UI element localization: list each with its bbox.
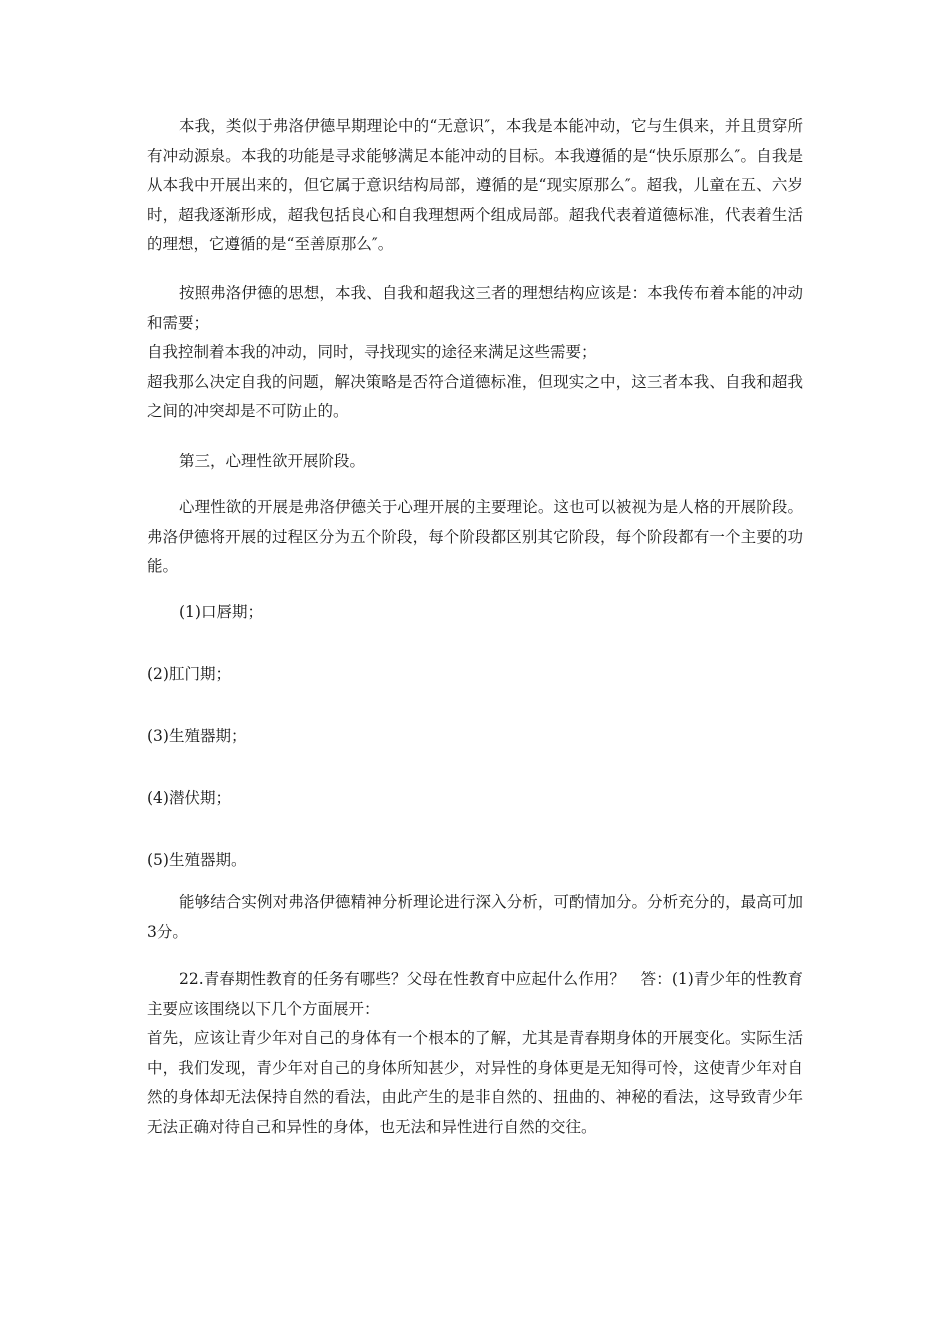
stage-item-5: (5)生殖器期。 [147,851,247,869]
ideal-structure-line-superego: 超我那么决定自我的问题，解决策略是否符合道德标准，但现实之中，这三者本我、自我和超我之间的冲突却是不可防止的。 [147,372,803,420]
stage-item-2: (2)肛门期； [147,665,231,683]
paragraph-ideal-structure [147,279,803,427]
paragraph-id-ego-superego: 本我，类似于弗洛伊德早期理论中的“无意识″，本我是本能冲动，它与生俱来，并且贯穿所有冲动源泉。本我的功能是寻求能够满足本能冲动的目标。本我遵循的是“快乐原那么″。自我是从本我中开展出来的，但它属于意识结构局部，遵循的是“现实原那么″。超我，儿童在五、六岁时，超我逐渐形成，超我包括良心和自我理想两个组成局部。超我代表着道德标准，代表着生活的理想，它遵循的是“至善原那么″。 [147,117,803,253]
ideal-structure-line-id: 按照弗洛伊德的思想，本我、自我和超我这三者的理想结构应该是：本我传布着本能的冲动和需要； [147,284,803,332]
section-heading-psychosexual: 第三，心理性欲开展阶段。 [179,452,366,470]
stage-item-4: (4)潜伏期； [147,789,231,807]
ideal-structure-line-ego: 自我控制着本我的冲动，同时，寻找现实的途径来满足这些需要； [147,343,597,361]
stage-item-1: (1)口唇期； [179,603,263,621]
question-22-text: 22.青春期性教育的任务有哪些？父母在性教育中应起什么作用？ 答：(1)青少年的性教育主要应该围绕以下几个方面展开： [147,970,803,1018]
paragraph-question-22 [147,965,803,1142]
stage-item-3: (3)生殖器期； [147,727,247,745]
paragraph-scoring-note: 能够结合实例对弗洛伊德精神分析理论进行深入分析，可酌情加分。分析充分的，最高可加3分。 [147,893,803,941]
answer-first-point: 首先，应该让青少年对自己的身体有一个根本的了解，尤其是青春期身体的开展变化。实际生活中，我们发现，青少年对自己的身体所知甚少，对异性的身体更是无知得可怜，这使青少年对自然的身体却无法保持自然的看法，由此产生的是非自然的、扭曲的、神秘的看法，这导致青少年无法正确对待自己和异性的身体，也无法和异性进行自然的交往。 [147,1029,803,1136]
paragraph-psychosexual-development: 心理性欲的开展是弗洛伊德关于心理开展的主要理论。这也可以被视为是人格的开展阶段。弗洛伊德将开展的过程区分为五个阶段，每个阶段都区别其它阶段，每个阶段都有一个主要的功能。 [147,498,803,575]
